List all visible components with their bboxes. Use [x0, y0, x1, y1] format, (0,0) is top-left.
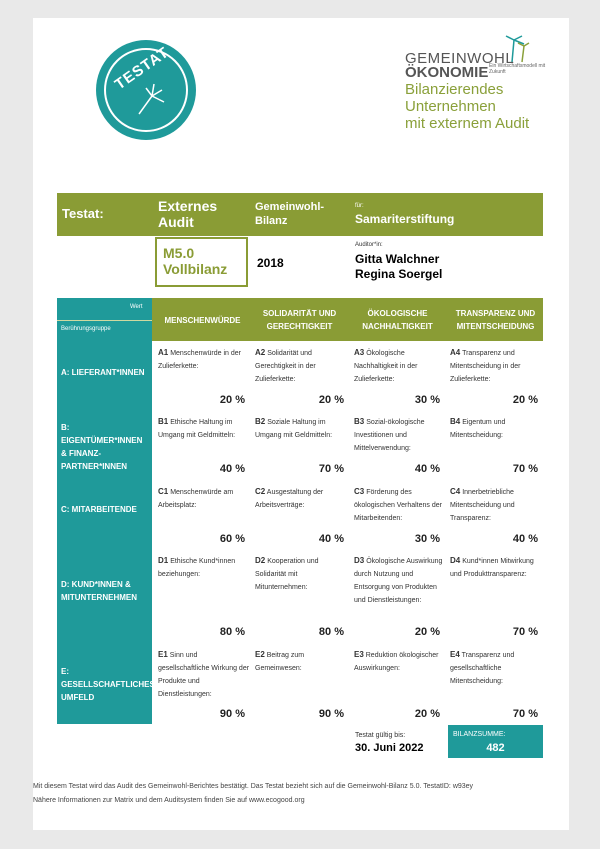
score-d1: 80 %	[219, 626, 245, 638]
score-a4: 20 %	[512, 394, 538, 406]
cell-description: Sinn und gesellschaftliche Wirkung der Produkte und Dienstleistungen:	[158, 652, 250, 698]
header-divider	[57, 320, 152, 321]
cell-d4	[450, 554, 542, 581]
fuer-label: für:	[355, 203, 364, 209]
cell-code: A4	[450, 348, 461, 357]
cell-description: Kund*innen Mitwirkung und Produkttransparenz:	[450, 558, 534, 578]
cell-d1	[158, 554, 250, 581]
cell-code: D2	[255, 556, 266, 565]
score-e3: 20 %	[414, 708, 440, 720]
score-e2: 90 %	[318, 708, 344, 720]
cell-code: D4	[450, 556, 461, 565]
row-label-d: D: KUND*INNEN & MITUNTERNEHMEN	[61, 580, 137, 602]
cell-b2	[255, 415, 347, 442]
cell-code: D1	[158, 556, 169, 565]
version-box	[155, 237, 248, 287]
cell-description: Menschenwürde in der Zulieferkette:	[158, 350, 242, 370]
tagline-2: Unternehmen	[405, 98, 496, 115]
wert-label: Wert	[130, 304, 143, 310]
cell-code: E4	[450, 650, 460, 659]
cell-a1	[158, 346, 250, 373]
logo-line1: GEMEINWOHL	[405, 50, 515, 67]
cell-code: B2	[255, 417, 266, 426]
cell-description: Transparenz und gesellschaftliche Mitentscheidung:	[450, 652, 515, 685]
cell-code: E1	[158, 650, 168, 659]
cell-code: B3	[354, 417, 365, 426]
cell-e1	[158, 648, 250, 701]
cell-c4	[450, 485, 542, 525]
bilanz-year: 2018	[257, 256, 284, 270]
gruppe-label: Berührungsgruppe	[61, 326, 111, 332]
cell-code: C4	[450, 487, 461, 496]
score-c2: 40 %	[318, 533, 344, 545]
sum-label: BILANZSUMME:	[453, 731, 506, 738]
auditor-label: Auditor*in:	[355, 242, 383, 248]
cell-a3	[354, 346, 446, 386]
validity-date: 30. Juni 2022	[355, 742, 424, 754]
testat-label: Testat:	[62, 206, 104, 221]
row-label-b: B: EIGENTÜMER*INNEN & FINANZ-PARTNER*INNEN	[61, 423, 143, 471]
cell-e3	[354, 648, 446, 675]
row-label-a: A: LIEFERANT*INNEN	[61, 368, 145, 377]
sum-value: 482	[486, 742, 505, 754]
cell-code: B4	[450, 417, 461, 426]
score-d2: 80 %	[318, 626, 344, 638]
auditor-1: Gitta Walchner	[355, 252, 440, 266]
cell-c1	[158, 485, 250, 512]
score-a3: 30 %	[414, 394, 440, 406]
cell-code: C3	[354, 487, 365, 496]
cell-description: Ökologische Auswirkung durch Nutzung und Entsorgung von Produkten und Dienstleistungen:	[354, 558, 443, 604]
cell-code: C2	[255, 487, 266, 496]
cell-description: Soziale Haltung im Umgang mit Geldmitteln:	[255, 419, 333, 439]
logo-line2: ÖKONOMIE	[405, 64, 489, 81]
cell-description: Förderung des ökologischen Verhaltens der Mitarbeitenden:	[354, 489, 442, 522]
cell-description: Ökologische Nachhaltigkeit in der Zulieferkette:	[354, 350, 418, 383]
column-header-1: MENSCHENWÜRDE	[164, 316, 241, 325]
cell-c2	[255, 485, 347, 512]
score-a1: 20 %	[219, 394, 245, 406]
audit-type: Externes Audit	[158, 198, 218, 230]
cell-description: Kooperation und Solidarität mit Mitunternehmen:	[255, 558, 319, 591]
cell-description: Transparenz und Mitentscheidung in der Zulieferkette:	[450, 350, 521, 383]
score-e1: 90 %	[219, 708, 245, 720]
score-c1: 60 %	[219, 533, 245, 545]
cell-b3	[354, 415, 446, 455]
cell-code: A2	[255, 348, 266, 357]
cell-description: Innerbetriebliche Mitentscheidung und Transparenz:	[450, 489, 515, 522]
cell-a2	[255, 346, 347, 386]
auditor-2: Regina Soergel	[355, 267, 443, 281]
cell-d3	[354, 554, 446, 607]
cell-description: Ausgestaltung der Arbeitsverträge:	[255, 489, 324, 509]
column-header-3: ÖKOLOGISCHE NACHHALTIGKEIT	[362, 309, 433, 331]
logo-small-text: Ein Wirtschaftsmodell mit Zukunft	[489, 63, 546, 75]
score-b1: 40 %	[219, 463, 245, 475]
testat-seal	[96, 40, 196, 140]
cell-description: Ethische Haltung im Umgang mit Geldmitteln:	[158, 419, 236, 439]
logo-tagline	[405, 81, 545, 132]
cell-description: Eigentum und Mitentscheidung:	[450, 419, 506, 439]
score-d3: 20 %	[414, 626, 440, 638]
score-e4: 70 %	[512, 708, 538, 720]
score-d4: 70 %	[512, 626, 538, 638]
cell-description: Solidarität und Gerechtigkeit in der Zulieferkette:	[255, 350, 316, 383]
cell-code: A1	[158, 348, 169, 357]
cell-description: Menschenwürde am Arbeitsplatz:	[158, 489, 234, 509]
cell-description: Beitrag zum Gemeinwesen:	[255, 652, 305, 672]
validity-label: Testat gültig bis:	[355, 732, 406, 739]
cell-b4	[450, 415, 542, 442]
cell-description: Ethische Kund*innen beziehungen:	[158, 558, 236, 578]
auditor-names	[355, 252, 442, 282]
cell-description: Sozial-ökologische Investitionen und Mittelverwendung:	[354, 419, 425, 452]
tagline-3: mit externem Audit	[405, 115, 530, 132]
footer-line-1: Mit diesem Testat wird das Audit des Gemeinwohl-Berichtes bestätigt. Das Testat bezieht sich auf die Gemeinwohl-Bilanz 5.0. TestatID: w93ey	[33, 783, 474, 790]
cell-e4	[450, 648, 542, 688]
tagline-1: Bilanzierendes	[405, 81, 504, 98]
cell-code: E2	[255, 650, 265, 659]
column-header-2: SOLIDARITÄT UND GERECHTIGKEIT	[262, 309, 337, 331]
cell-c3	[354, 485, 446, 525]
score-b3: 40 %	[414, 463, 440, 475]
column-header-4: TRANSPARENZ UND MITENTSCHEIDUNG	[455, 309, 536, 331]
score-a2: 20 %	[318, 394, 344, 406]
cell-d2	[255, 554, 347, 594]
cell-a4	[450, 346, 542, 386]
cell-description: Reduktion ökologischer Auswirkungen:	[354, 652, 439, 672]
row-label-e: E: GESELLSCHAFTLICHES UMFELD	[61, 667, 155, 702]
cell-code: E3	[354, 650, 364, 659]
bilanzsumme-box	[448, 725, 543, 758]
cell-e2	[255, 648, 347, 675]
organization-name: Samariterstiftung	[355, 212, 455, 226]
footer-line-2: Nähere Informationen zur Matrix und dem Auditsystem finden Sie auf www.ecogood.org	[33, 797, 305, 804]
cell-code: A3	[354, 348, 365, 357]
cell-code: D3	[354, 556, 365, 565]
seal-label: TESTAT	[111, 43, 173, 94]
dandelion-icon	[134, 82, 170, 118]
version-label: M5.0 Vollbilanz	[163, 245, 228, 277]
cell-code: B1	[158, 417, 169, 426]
score-b4: 70 %	[512, 463, 538, 475]
score-c4: 40 %	[512, 533, 538, 545]
cell-code: C1	[158, 487, 169, 496]
row-label-c: C: MITARBEITENDE	[61, 505, 137, 514]
score-b2: 70 %	[318, 463, 344, 475]
score-c3: 30 %	[414, 533, 440, 545]
cell-b1	[158, 415, 250, 442]
bilanz-label: Gemeinwohl-Bilanz	[255, 201, 325, 227]
